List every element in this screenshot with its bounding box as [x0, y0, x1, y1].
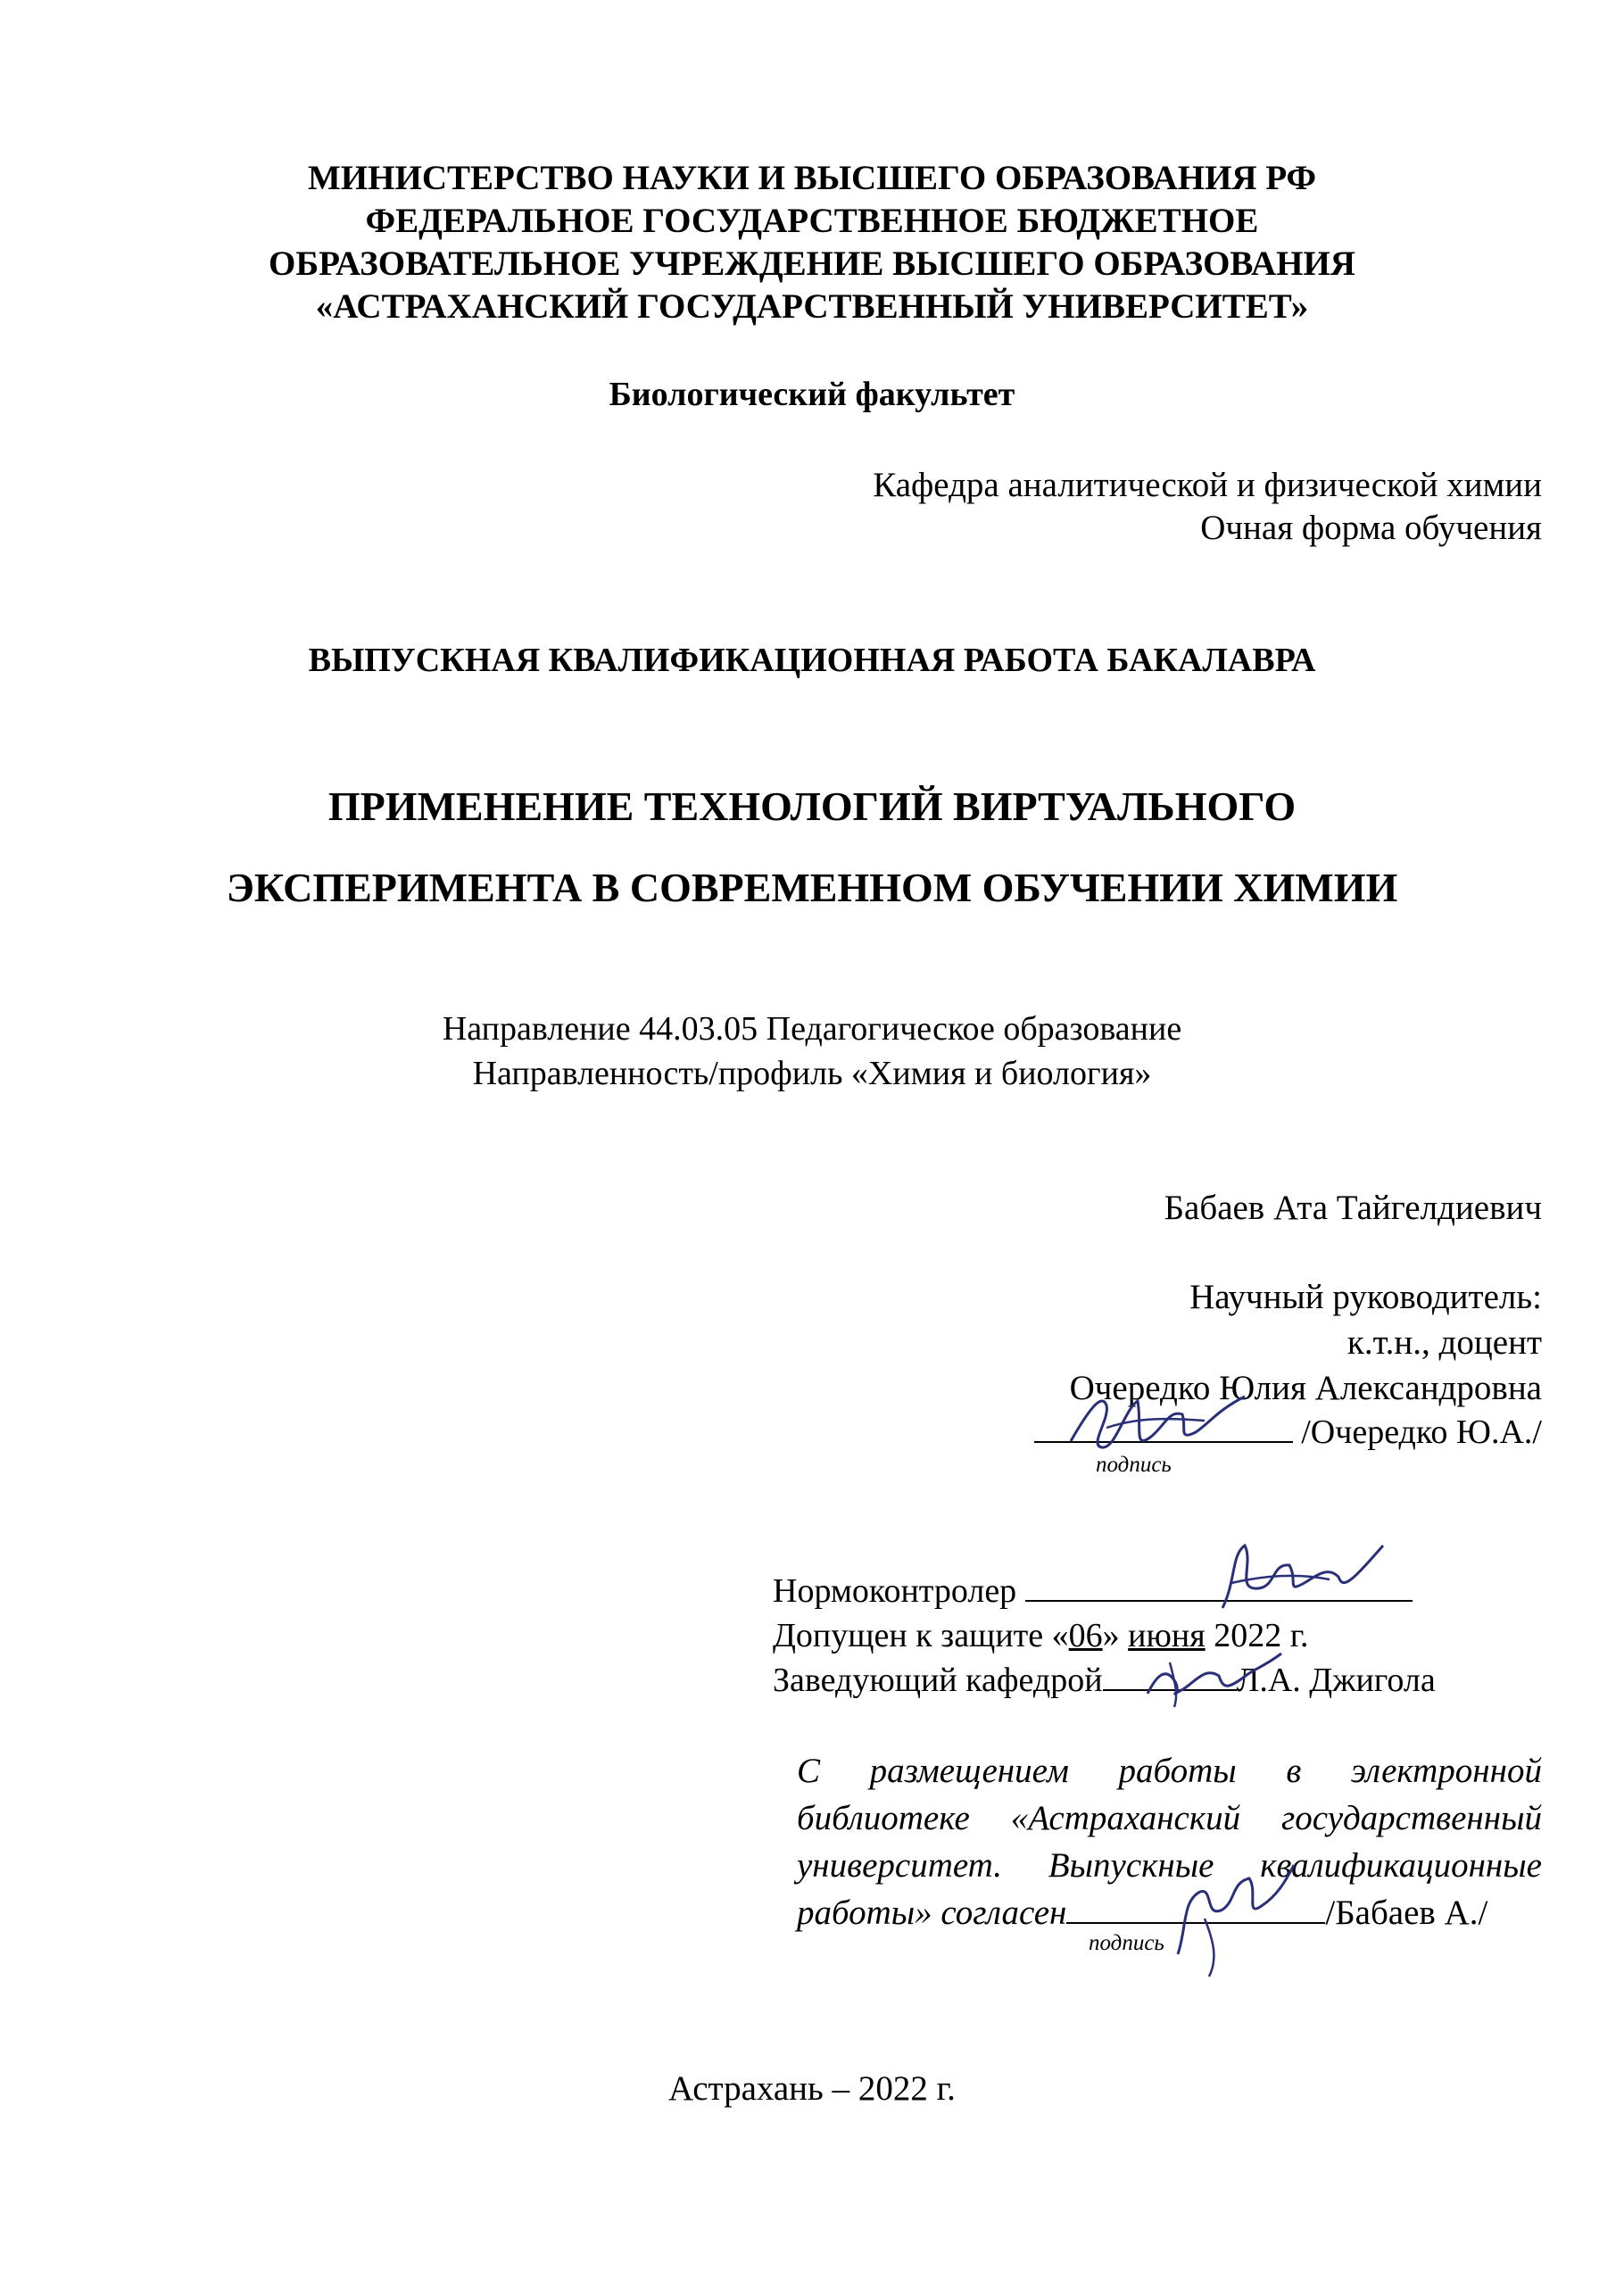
supervisor-short-name: /Очередко Ю.А./ [1301, 1413, 1542, 1451]
supervisor-name: Очередко Юлия Александровна [1069, 1369, 1542, 1407]
head-signature-blank [1103, 1659, 1237, 1691]
study-form: Очная форма обучения [1200, 509, 1542, 547]
consent-signature-caption: подпись [1089, 1931, 1164, 1955]
head-label: Заведующий кафедрой [773, 1662, 1103, 1699]
header-line-3: ОБРАЗОВАТЕЛЬНОЕ УЧРЕЖДЕНИЕ ВЫСШЕГО ОБРАЗОВАНИЯ [269, 245, 1355, 283]
admission-prefix: Допущен к защите « [773, 1617, 1069, 1654]
admission-separator: » [1102, 1617, 1129, 1654]
admission-month: июня [1128, 1617, 1206, 1654]
consent-name: /Бабаев А./ [1325, 1894, 1488, 1932]
consent-block [797, 1747, 1542, 1936]
title-line-2: ЭКСПЕРИМЕНТА В СОВРЕМЕННОМ ОБУЧЕНИИ ХИМИИ [226, 865, 1398, 910]
supervisor-signature-blank [1034, 1411, 1293, 1443]
consent-text: С размещением работы в электронной библиотеке «Астраханский государственный университет. Выпускные квалификационные работы» согласен [797, 1752, 1542, 1932]
city-year: Астрахань – 2022 г. [668, 2069, 956, 2108]
normcontrol-label: Нормоконтролер [773, 1572, 1017, 1610]
thesis-title [0, 766, 1624, 928]
admission-day: 06 [1068, 1617, 1103, 1654]
direction-block [0, 1007, 1624, 1096]
header-line-4: «АСТРАХАНСКИЙ ГОСУДАРСТВЕННЫЙ УНИВЕРСИТЕТ» [315, 287, 1309, 326]
department-block [873, 464, 1542, 550]
admission-year: 2022 г. [1205, 1617, 1309, 1654]
header-line-1: МИНИСТЕРСТВО НАУКИ И ВЫСШЕГО ОБРАЗОВАНИЯ РФ [308, 159, 1316, 197]
supervisor-signature-line [1034, 1410, 1542, 1455]
normcontrol-line [773, 1569, 1413, 1613]
supervisor-degree: к.т.н., доцент [1346, 1323, 1542, 1362]
title-line-1: ПРИМЕНЕНИЕ ТЕХНОЛОГИЙ ВИРТУАЛЬНОГО [327, 783, 1297, 829]
admission-line [773, 1613, 1309, 1658]
direction-line-2: Направленность/профиль «Химия и биология» [472, 1055, 1152, 1092]
supervisor-block [1070, 1274, 1542, 1411]
head-of-department-line [773, 1658, 1436, 1703]
supervisor-signature-caption: подпись [1096, 1453, 1172, 1477]
header-line-2: ФЕДЕРАЛЬНОЕ ГОСУДАРСТВЕННОЕ БЮДЖЕТНОЕ [365, 202, 1259, 240]
consent-signature-blank [1066, 1892, 1325, 1924]
work-type: ВЫПУСКНАЯ КВАЛИФИКАЦИОННАЯ РАБОТА БАКАЛАВРА [308, 642, 1316, 679]
normcontrol-signature-blank [1025, 1570, 1413, 1602]
department-name: Кафедра аналитической и физической химии [873, 466, 1542, 504]
direction-line-1: Направление 44.03.05 Педагогическое образование [442, 1010, 1182, 1048]
ministry-header [0, 157, 1624, 328]
author-name: Бабаев Ата Тайгелдиевич [1164, 1189, 1542, 1227]
faculty: Биологический факультет [609, 376, 1015, 413]
head-name: Л.А. Джигола [1236, 1662, 1436, 1699]
supervisor-label: Научный руководитель: [1189, 1278, 1542, 1316]
